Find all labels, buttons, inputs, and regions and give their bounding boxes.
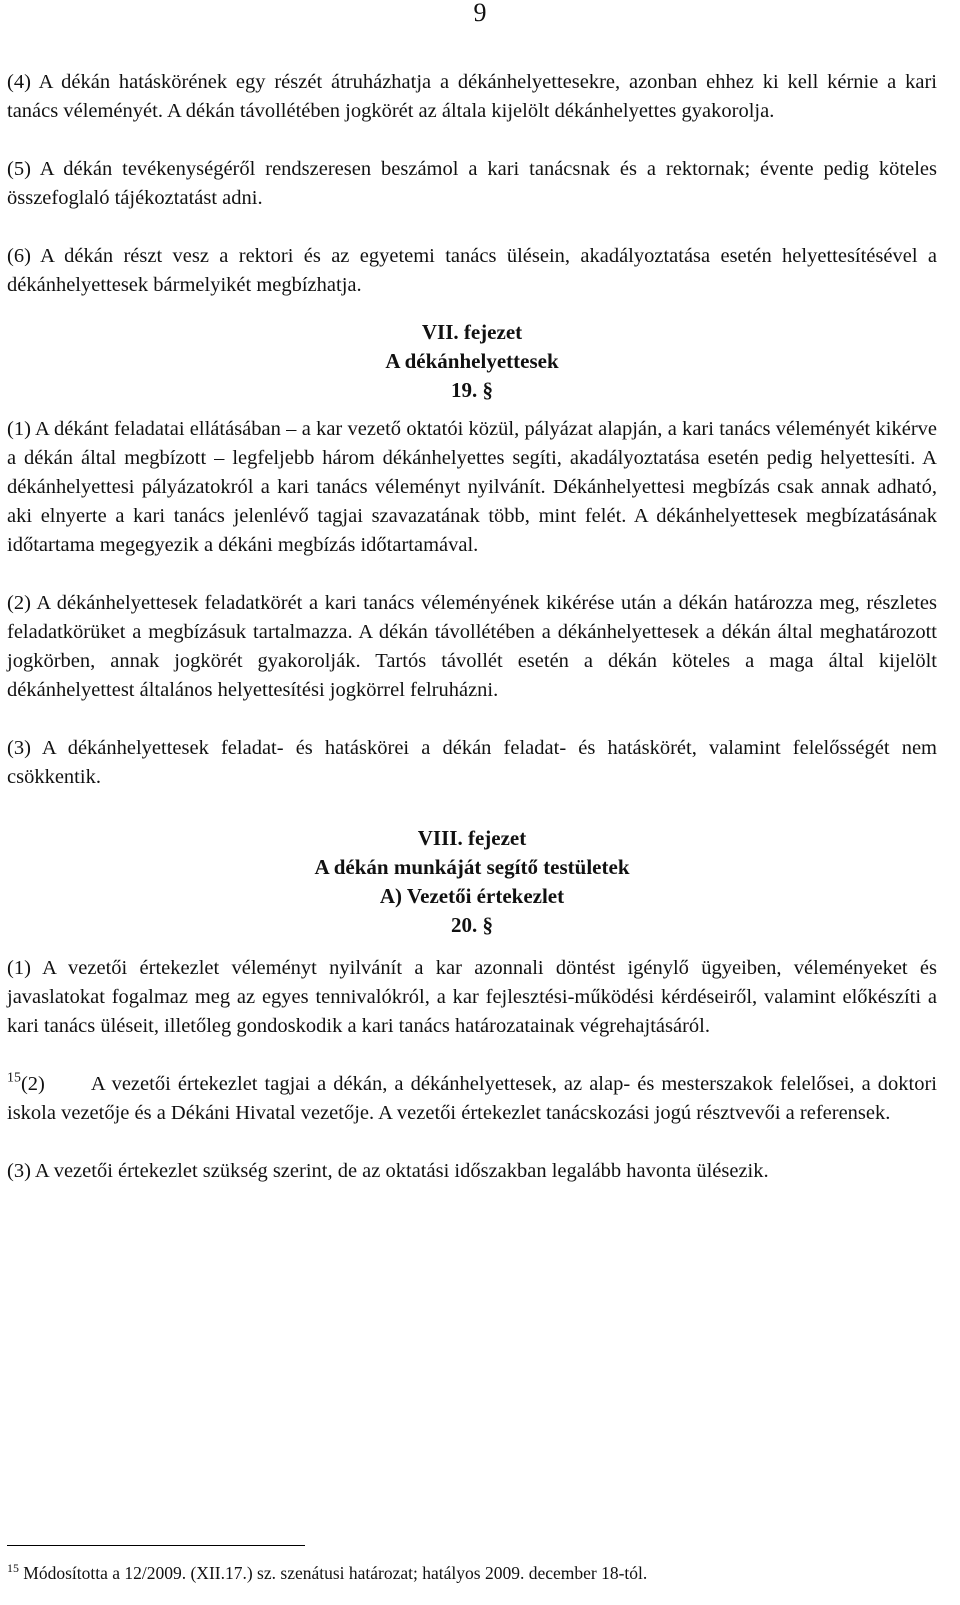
document-body <box>7 68 937 1186</box>
chapter-8-heading: VIII. fejezet <box>417 826 527 850</box>
paragraph-20-2-number: (2) <box>20 1073 45 1095</box>
section-20-heading: 20. § <box>451 913 493 937</box>
chapter-8-subtitle: A) Vezetői értekezlet <box>379 884 565 908</box>
paragraph-5: (5) A dékán tevékenységéről rendszeresen beszámol a kari tanácsnak és a rektornak; évente pedig köteles összefoglaló tájékoztatást adni. <box>7 158 937 209</box>
chapter-8-title: A dékán munkáját segítő testületek <box>314 855 630 879</box>
paragraph-6: (6) A dékán részt vesz a rektori és az egyetemi tanács ülésein, akadályoztatása esetén helyettesítésével a dékánhelyettesek bármelyikét megbízhatja. <box>7 245 937 296</box>
chapter-7-heading: VII. fejezet <box>421 320 523 344</box>
footnote-text: Módosította a 12/2009. (XII.17.) sz. szenátusi határozat; hatályos 2009. december 18-tól. <box>23 1563 648 1583</box>
paragraph-19-2: (2) A dékánhelyettesek feladatkörét a kari tanács véleményének kikérése után a dékán határozza meg, részletes feladatkörüket a megbízásuk tartalmazza. A dékán távollétében a dékánhelyettesek a dékán által meghatározott jogkörben, annak jogkörét gyakorolják. Tartós távollét esetén a dékán köteles a maga által kijelölt dékánhelyettest általános helyettesítési jogkörrel felruházni. <box>7 592 937 701</box>
footnote <box>7 1560 947 1586</box>
footnote-divider <box>7 1545 305 1546</box>
page-number: 9 <box>473 0 487 27</box>
section-19-heading: 19. § <box>451 378 493 402</box>
footnote-reference: 15 <box>7 1070 21 1086</box>
chapter-7-title: A dékánhelyettesek <box>385 349 559 373</box>
paragraph-19-1: (1) A dékánt feladatai ellátásában – a kar vezető oktatói közül, pályázat alapján, a kari tanács véleményét kikérve a dékán által megbízott – legfeljebb három dékánhelyettes segíti, akadályoztatása esetén pedig helyettesíti. A dékánhelyettesi pályázatokról a kari tanács véleményt nyilvánít. Dékánhelyettesi megbízás csak annak adható, aki elnyerte a kari tanács jelenlévő tagjai szavazatának több, mint felét. A dékánhelyettesek megbízatásának időtartama megegyezik a dékáni megbízás időtartamával. <box>7 418 937 556</box>
paragraph-20-2-text: A vezetői értekezlet tagjai a dékán, a dékánhelyettesek, az alap- és mesterszakok felelősei, a doktori iskola vezetője és a Dékáni Hivatal vezetője. A vezetői értekezlet tanácskozási jogú résztvevői a referensek. <box>7 1073 937 1124</box>
paragraph-4: (4) A dékán hatáskörének egy részét átruházhatja a dékánhelyettesekre, azonban ehhez ki kell kérnie a kari tanács véleményét. A dékán távollétében jogkörét az általa kijelölt dékánhelyettes gyakorolja. <box>7 71 937 122</box>
paragraph-20-1: (1) A vezetői értekezlet véleményt nyilvánít a kar azonnali döntést igénylő ügyeiben, véleményeket és javaslatokat fogalmaz meg az egyes tennivalókról, a kar fejlesztési-működési kérdéseiről, valamint előkészíti a kari tanács üléseit, illetőleg gondoskodik a kari tanács határozatainak végrehajtásáról. <box>7 957 937 1037</box>
paragraph-20-2 <box>7 1070 937 1128</box>
paragraph-19-3: (3) A dékánhelyettesek feladat- és hatáskörei a dékán feladat- és hatáskörét, valamint felelősségét nem csökkentik. <box>7 737 937 788</box>
footnote-marker: 15 <box>7 1560 19 1575</box>
paragraph-20-3: (3) A vezetői értekezlet szükség szerint, de az oktatási időszakban legalább havonta ülésezik. <box>7 1160 769 1182</box>
